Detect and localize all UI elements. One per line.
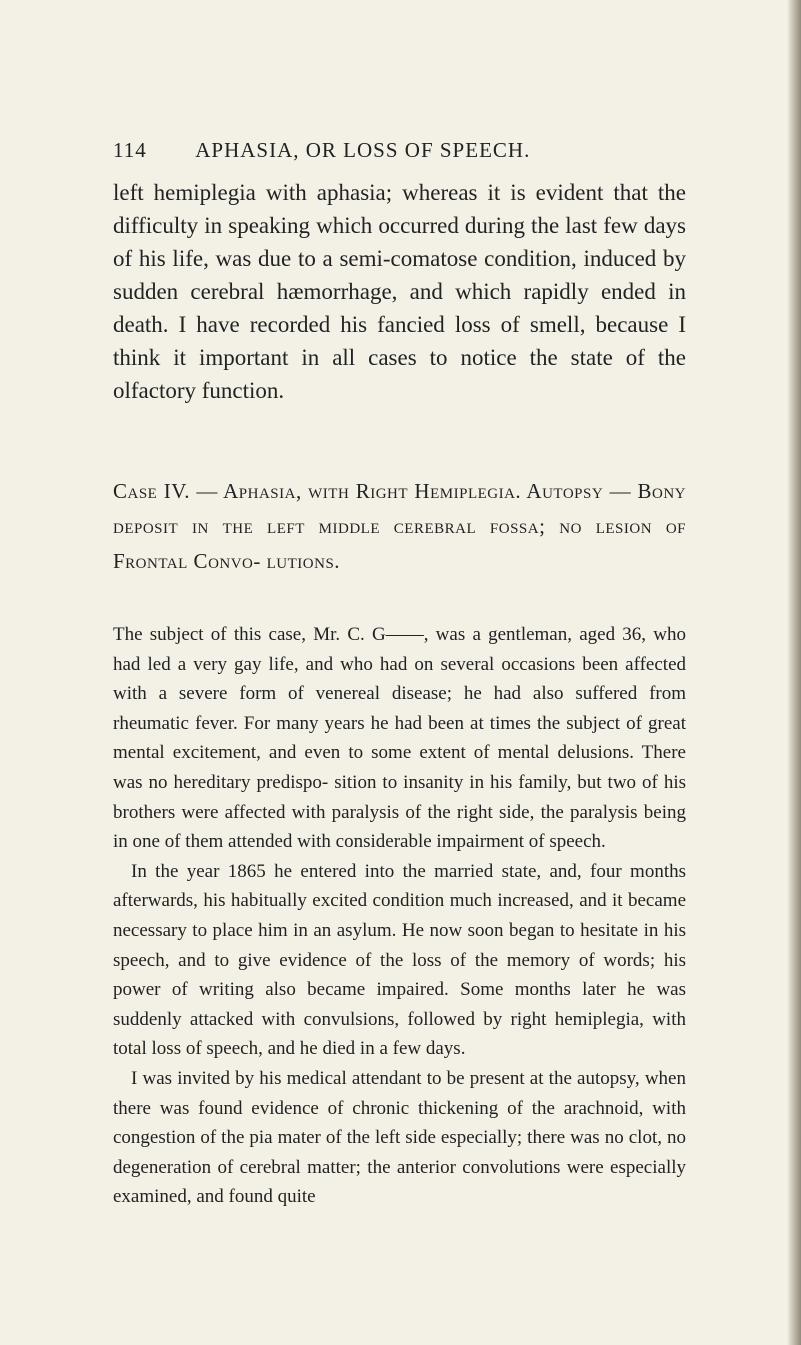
body-paragraph: In the year 1865 he entered into the married state, and, four months afterwards, his habitually excited condition much increased, and it became necessary to place him in an asylum. He now soon began to hesitate in his speech, and to give evidence of the loss of the memory of words; his power of writing also became impaired. Some months later he was suddenly attacked with convulsions, followed by right hemiplegia, with total loss of speech, and he died in a few days. <box>113 860 686 1060</box>
running-header <box>113 138 613 163</box>
running-title: APHASIA, OR LOSS OF SPEECH. <box>195 138 531 162</box>
page-edge-shadow <box>787 0 801 1345</box>
intro-paragraph: left hemiplegia with aphasia; whereas it is evident that the difficulty in speaking which occurred during the last few days of his life, was due to a semi-comatose condition, induced by sudden cerebral hæmorrhage, and which rapidly ended in death. I have recorded his fancied loss of smell, because I think it important in all cases to notice the state of the olfactory function. <box>113 180 686 403</box>
case-body <box>113 620 686 1212</box>
body-paragraph: The subject of this case, Mr. C. G——, was a gentleman, aged 36, who had led a very gay life, and who had on several occasions been affected with a severe form of venereal disease; he had also suffered from rheumatic fever. For many years he had been at times the subject of great mental excitement, and even to some extent of mental delusions. There was no hereditary predispo- sition to insanity in his family, but two of his brothers were affected with paralysis of the right side, the paralysis being in one of them attended with considerable impairment of speech. <box>113 624 686 853</box>
page-number: 114 <box>113 138 147 162</box>
body-paragraph: I was invited by his medical attendant to be present at the autopsy, when there was found evidence of chronic thickening of the arachnoid, with congestion of the pia mater of the left side especially; there was no clot, no degeneration of cerebral matter; the anterior convolutions were especially examined, and found quite <box>113 1067 686 1208</box>
case-heading: Case IV. — Aphasia, with Right Hemiplegia. Autopsy — Bony deposit in the left middle cerebral fossa; no lesion of Frontal Convo- lutions. <box>113 479 686 573</box>
